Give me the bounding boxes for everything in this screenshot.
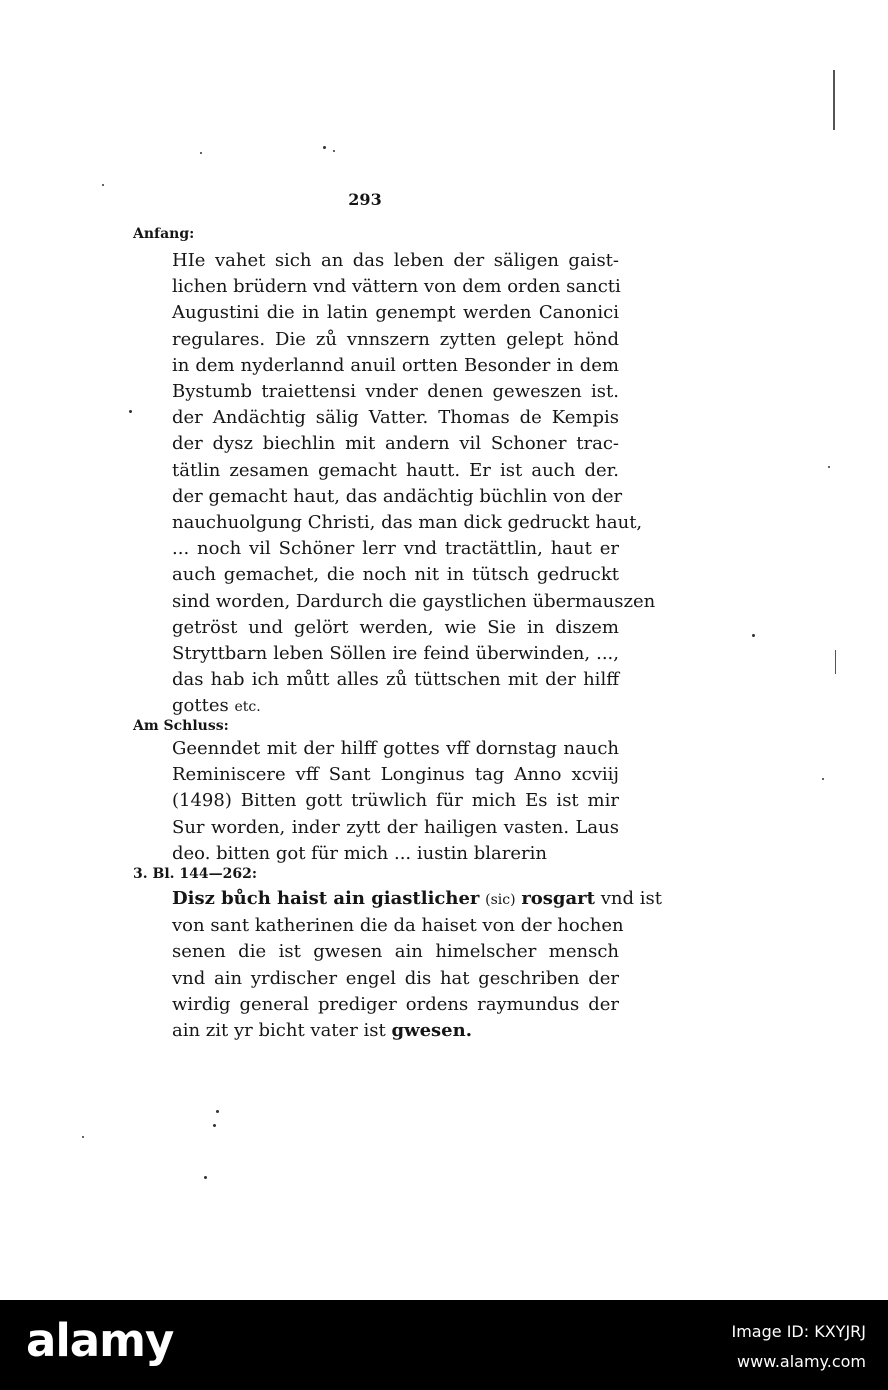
text-line-last (172, 693, 619, 720)
text-line: Reminiscere vff Sant Longinus tag Anno xcviij (172, 764, 619, 786)
text-line: regulares. Die zů vnnszern zytten gelept hönd (172, 328, 619, 350)
bl-label: 3. Bl. 144—262: (133, 866, 258, 882)
text-line: wirdig general prediger ordens raymundus der (172, 993, 619, 1015)
scan-speck (204, 1176, 207, 1179)
text-line: ... noch vil Schöner lerr vnd tractättlin, haut er (172, 538, 619, 560)
anfang-label: Anfang: (133, 226, 195, 242)
watermark-footer (0, 1300, 888, 1390)
scan-speck (213, 1124, 216, 1127)
text-line: (1498) Bitten gott trüwlich für mich Es ist mir (172, 790, 619, 812)
scan-edge-mark (833, 70, 835, 130)
scan-speck (82, 1136, 84, 1138)
scan-edge-mark (835, 650, 836, 674)
anfang-text (172, 248, 656, 721)
line-text: ain zit yr bicht vater ist (172, 1020, 386, 1042)
etc-abbrev: etc. (234, 699, 261, 716)
text-line: der gemacht haut, das andächtig büchlin von der (172, 485, 623, 507)
scan-speck (323, 146, 326, 149)
scan-speck (822, 778, 824, 780)
text-line: der Andächtig sälig Vatter. Thomas de Kempis (172, 407, 619, 429)
scan-speck (129, 410, 132, 413)
text-line: senen die ist gwesen ain himelscher mensch (172, 941, 619, 963)
scan-speck (828, 466, 830, 468)
text-line: auch gemachet, die noch nit in tütsch gedruckt (172, 564, 619, 586)
text-line: das hab ich můtt alles zů tüttschen mit der hilff (172, 669, 619, 691)
bl-text (172, 886, 662, 1044)
text-line: in dem nyderlannd anuil ortten Besonder in dem (172, 354, 619, 376)
text-line: nauchuolgung Christi, das man dick gedruckt haut, (172, 512, 643, 534)
text-line: HIe vahet sich an das leben der säligen gaist- (172, 250, 619, 271)
text-line: von sant katherinen die da haiset von der hochen (172, 915, 624, 937)
text-line: vnd ain yrdischer engel dis hat geschriben der (172, 967, 619, 989)
sic-note: (sic) (485, 892, 516, 908)
gwesen-word: gwesen. (391, 1020, 472, 1042)
image-id-label: Image ID: KXYJRJ (731, 1322, 866, 1341)
scan-speck (752, 634, 755, 637)
schluss-label: Am Schluss: (133, 718, 229, 734)
text-line: tätlin zesamen gemacht hautt. Er ist auch der. (172, 459, 619, 481)
site-url: www.alamy.com (737, 1352, 866, 1371)
text-line: der dysz biechlin mit andern vil Schoner trac- (172, 433, 619, 455)
text-line: getröst und gelört werden, wie Sie in diszem (172, 616, 619, 638)
gottes-word: gottes (172, 695, 229, 717)
watermark-logo: alamy (26, 1314, 174, 1367)
text-line: Bystumb traiettensi vnder denen geweszen ist. (172, 381, 619, 403)
text-line: lichen brüdern vnd vättern von dem orden sancti (172, 276, 621, 298)
schluss-text (172, 736, 619, 867)
scan-speck (200, 152, 202, 154)
scan-speck (333, 150, 335, 152)
text-line: Sur worden, inder zytt der hailigen vasten. Laus (172, 816, 619, 838)
text-line: Stryttbarn leben Söllen ire feind überwinden, ..., (172, 643, 619, 665)
text-line-first (172, 886, 662, 913)
scan-speck (216, 1110, 219, 1113)
text-line: sind worden, Dardurch die gaystlichen übermauszen (172, 590, 656, 612)
scan-speck (102, 184, 104, 186)
line-rest: vnd ist (600, 888, 662, 909)
text-line: Geenndet mit der hilff gottes vff dornstag nauch (172, 738, 619, 759)
bold-phrase: Disz bůch haist ain giastlicher (172, 888, 480, 909)
page-number: 293 (348, 190, 382, 209)
text-line: Augustini die in latin genempt werden Canonici (172, 302, 619, 324)
text-line-last (172, 1018, 619, 1044)
text-line: deo. bitten got für mich ... iustin blarerin (172, 842, 547, 864)
rosgart-word: rosgart (521, 888, 595, 909)
